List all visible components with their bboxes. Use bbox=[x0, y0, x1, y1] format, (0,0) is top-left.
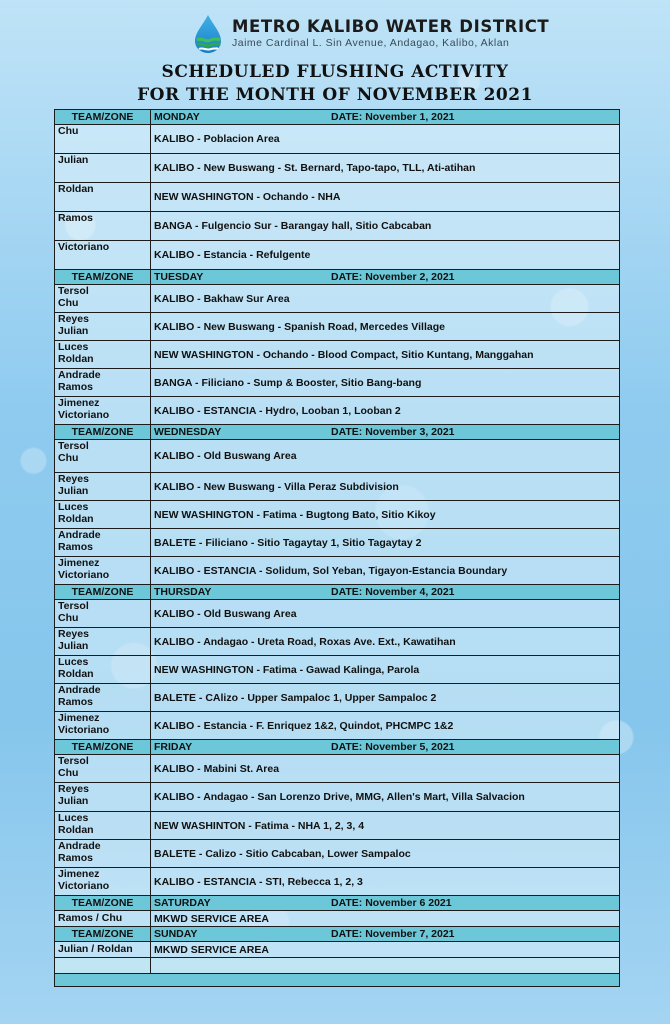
zone-area: KALIBO - Andagao - San Lorenzo Drive, MMG, Allen's Mart, Villa Salvacion bbox=[151, 783, 620, 812]
water-drop-logo-icon bbox=[190, 14, 226, 54]
day-name: WEDNESDAY bbox=[154, 426, 222, 438]
team-names: Ramos / Chu bbox=[55, 911, 151, 927]
team-names: Luces Roldan bbox=[55, 812, 151, 840]
table-row bbox=[55, 440, 620, 473]
day-header-row bbox=[55, 896, 620, 911]
team-zone-header: TEAM/ZONE bbox=[55, 927, 151, 942]
zone-area: KALIBO - Bakhaw Sur Area bbox=[151, 285, 620, 313]
zone-area: KALIBO - ESTANCIA - Hydro, Looban 1, Looban 2 bbox=[151, 397, 620, 425]
table-row bbox=[55, 755, 620, 783]
team-names: Reyes Julian bbox=[55, 628, 151, 656]
team-zone-header: TEAM/ZONE bbox=[55, 110, 151, 125]
day-date: DATE: November 5, 2021 bbox=[331, 741, 455, 753]
zone-area: KALIBO - Old Buswang Area bbox=[151, 440, 620, 473]
team-zone-header: TEAM/ZONE bbox=[55, 270, 151, 285]
table-row bbox=[55, 840, 620, 868]
day-header-cell bbox=[151, 585, 620, 600]
team-names: Tersol Chu bbox=[55, 285, 151, 313]
day-header-row bbox=[55, 927, 620, 942]
team-names: Jimenez Victoriano bbox=[55, 557, 151, 585]
team-names: Andrade Ramos bbox=[55, 369, 151, 397]
day-name: THURSDAY bbox=[154, 586, 212, 598]
table-row bbox=[55, 812, 620, 840]
empty-cell bbox=[151, 958, 620, 974]
day-name: TUESDAY bbox=[154, 271, 204, 283]
team-names: Jimenez Victoriano bbox=[55, 868, 151, 896]
zone-area: KALIBO - Mabini St. Area bbox=[151, 755, 620, 783]
zone-area: NEW WASHINGTON - Ochando - NHA bbox=[151, 183, 620, 212]
zone-area: BALETE - Calizo - Sitio Cabcaban, Lower Sampaloc bbox=[151, 840, 620, 868]
team-names: Luces Roldan bbox=[55, 501, 151, 529]
table-row bbox=[55, 341, 620, 369]
table-row bbox=[55, 183, 620, 212]
team-names: Luces Roldan bbox=[55, 656, 151, 684]
day-date: DATE: November 6 2021 bbox=[331, 897, 452, 909]
table-row bbox=[55, 397, 620, 425]
team-names: Andrade Ramos bbox=[55, 684, 151, 712]
table-row bbox=[55, 783, 620, 812]
table-row bbox=[55, 154, 620, 183]
table-row bbox=[55, 628, 620, 656]
org-address: Jaime Cardinal L. Sin Avenue, Andagao, Kalibo, Aklan bbox=[232, 37, 510, 49]
team-zone-header: TEAM/ZONE bbox=[55, 896, 151, 911]
table-row bbox=[55, 501, 620, 529]
day-name: SATURDAY bbox=[154, 897, 211, 909]
day-name: MONDAY bbox=[154, 111, 200, 123]
table-row bbox=[55, 868, 620, 896]
team-names: Reyes Julian bbox=[55, 313, 151, 341]
table-row bbox=[55, 285, 620, 313]
table-row bbox=[55, 911, 620, 927]
day-header-cell bbox=[151, 110, 620, 125]
table-row bbox=[55, 313, 620, 341]
zone-area: MKWD SERVICE AREA bbox=[151, 942, 620, 958]
table-row bbox=[55, 656, 620, 684]
team-names: Reyes Julian bbox=[55, 783, 151, 812]
table-row bbox=[55, 557, 620, 585]
org-name: METRO KALIBO WATER DISTRICT bbox=[232, 17, 550, 36]
zone-area: KALIBO - ESTANCIA - STI, Rebecca 1, 2, 3 bbox=[151, 868, 620, 896]
empty-row bbox=[55, 958, 620, 974]
zone-area: KALIBO - Estancia - F. Enriquez 1&2, Quindot, PHCMPC 1&2 bbox=[151, 712, 620, 740]
zone-area: BANGA - Fulgencio Sur - Barangay hall, Sitio Cabcaban bbox=[151, 212, 620, 241]
zone-area: NEW WASHINGTON - Fatima - Gawad Kalinga, Parola bbox=[151, 656, 620, 684]
day-header-cell bbox=[151, 270, 620, 285]
footer-bar-row bbox=[55, 974, 620, 987]
team-zone-header: TEAM/ZONE bbox=[55, 740, 151, 755]
team-names: Victoriano bbox=[55, 241, 151, 270]
document-title-line2: FOR THE MONTH OF NOVEMBER 2021 bbox=[137, 85, 533, 105]
zone-area: BALETE - CAlizo - Upper Sampaloc 1, Upper Sampaloc 2 bbox=[151, 684, 620, 712]
zone-area: KALIBO - New Buswang - Villa Peraz Subdivision bbox=[151, 473, 620, 501]
day-header-row bbox=[55, 740, 620, 755]
table-row bbox=[55, 212, 620, 241]
zone-area: KALIBO - ESTANCIA - Solidum, Sol Yeban, Tigayon-Estancia Boundary bbox=[151, 557, 620, 585]
team-names: Andrade Ramos bbox=[55, 529, 151, 557]
day-header-row bbox=[55, 425, 620, 440]
day-header-row bbox=[55, 585, 620, 600]
team-names: Ramos bbox=[55, 212, 151, 241]
team-names: Tersol Chu bbox=[55, 600, 151, 628]
team-names: Jimenez Victoriano bbox=[55, 397, 151, 425]
table-row bbox=[55, 529, 620, 557]
zone-area: KALIBO - Old Buswang Area bbox=[151, 600, 620, 628]
team-zone-header: TEAM/ZONE bbox=[55, 425, 151, 440]
day-header-row bbox=[55, 110, 620, 125]
table-row bbox=[55, 600, 620, 628]
table-row bbox=[55, 241, 620, 270]
day-header-cell bbox=[151, 927, 620, 942]
zone-area: KALIBO - New Buswang - Spanish Road, Mercedes Village bbox=[151, 313, 620, 341]
document-header bbox=[0, 12, 670, 56]
day-date: DATE: November 3, 2021 bbox=[331, 426, 455, 438]
day-date: DATE: November 7, 2021 bbox=[331, 928, 455, 940]
zone-area: NEW WASHINGTON - Ochando - Blood Compact, Sitio Kuntang, Manggahan bbox=[151, 341, 620, 369]
team-names: Jimenez Victoriano bbox=[55, 712, 151, 740]
zone-area: KALIBO - New Buswang - St. Bernard, Tapo-tapo, TLL, Ati-atihan bbox=[151, 154, 620, 183]
team-names: Julian bbox=[55, 154, 151, 183]
table-row bbox=[55, 684, 620, 712]
empty-cell bbox=[55, 958, 151, 974]
team-names: Julian / Roldan bbox=[55, 942, 151, 958]
zone-area: KALIBO - Estancia - Refulgente bbox=[151, 241, 620, 270]
day-name: SUNDAY bbox=[154, 928, 198, 940]
day-date: DATE: November 4, 2021 bbox=[331, 586, 455, 598]
team-names: Tersol Chu bbox=[55, 440, 151, 473]
table-row bbox=[55, 369, 620, 397]
day-date: DATE: November 1, 2021 bbox=[331, 111, 455, 123]
team-names: Roldan bbox=[55, 183, 151, 212]
day-date: DATE: November 2, 2021 bbox=[331, 271, 455, 283]
zone-area: NEW WASHINTON - Fatima - NHA 1, 2, 3, 4 bbox=[151, 812, 620, 840]
table-row bbox=[55, 712, 620, 740]
day-header-cell bbox=[151, 896, 620, 911]
zone-area: BALETE - Filiciano - Sitio Tagaytay 1, Sitio Tagaytay 2 bbox=[151, 529, 620, 557]
team-names: Andrade Ramos bbox=[55, 840, 151, 868]
team-names: Chu bbox=[55, 125, 151, 154]
table-row bbox=[55, 125, 620, 154]
footer-bar bbox=[55, 974, 620, 987]
team-names: Reyes Julian bbox=[55, 473, 151, 501]
zone-area: NEW WASHINGTON - Fatima - Bugtong Bato, Sitio Kikoy bbox=[151, 501, 620, 529]
zone-area: MKWD SERVICE AREA bbox=[151, 911, 620, 927]
zone-area: BANGA - Filiciano - Sump & Booster, Sitio Bang-bang bbox=[151, 369, 620, 397]
table-row bbox=[55, 473, 620, 501]
table-row bbox=[55, 942, 620, 958]
document-title-line1: SCHEDULED FLUSHING ACTIVITY bbox=[161, 62, 509, 82]
team-names: Luces Roldan bbox=[55, 341, 151, 369]
team-names: Tersol Chu bbox=[55, 755, 151, 783]
day-name: FRIDAY bbox=[154, 741, 193, 753]
day-header-cell bbox=[151, 740, 620, 755]
zone-area: KALIBO - Andagao - Ureta Road, Roxas Ave. Ext., Kawatihan bbox=[151, 628, 620, 656]
schedule-table bbox=[54, 109, 620, 987]
day-header-row bbox=[55, 270, 620, 285]
day-header-cell bbox=[151, 425, 620, 440]
zone-area: KALIBO - Poblacion Area bbox=[151, 125, 620, 154]
team-zone-header: TEAM/ZONE bbox=[55, 585, 151, 600]
